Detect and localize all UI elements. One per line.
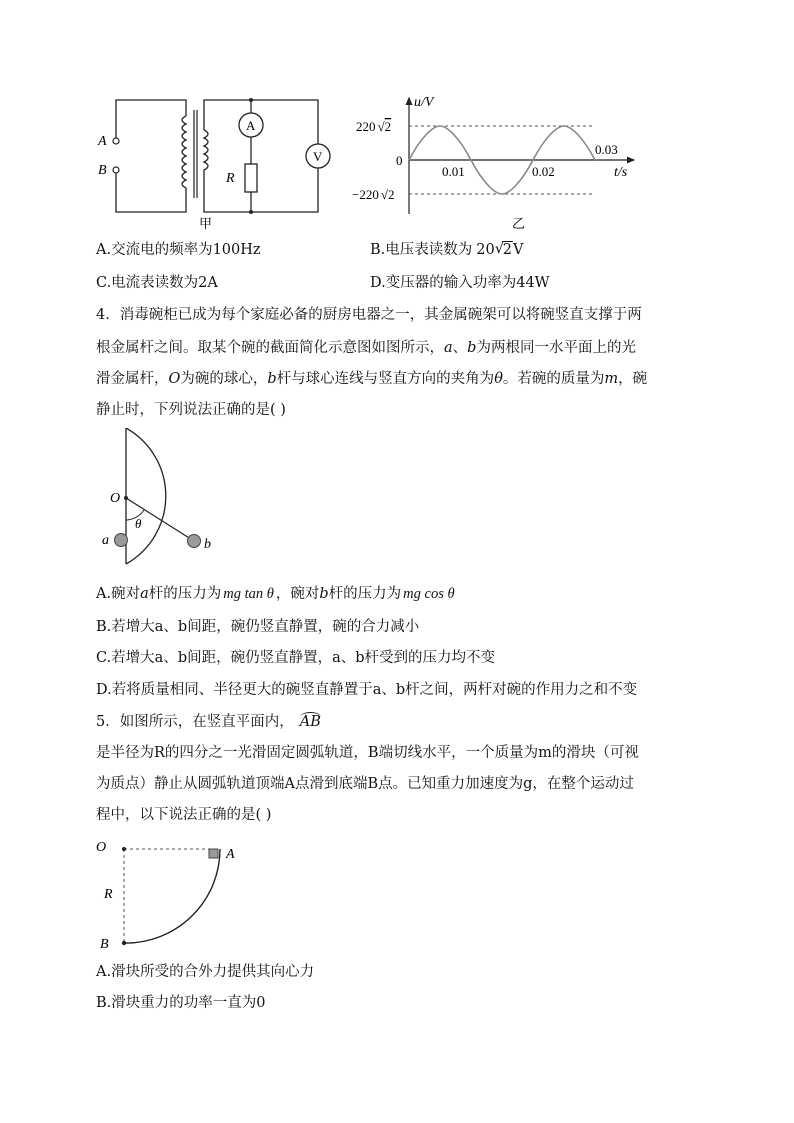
terminal-b-dot: [113, 167, 119, 173]
arc-track: [124, 849, 220, 943]
label-o: O: [110, 491, 121, 506]
secondary-wire-bottom: [204, 168, 318, 212]
q3-option-b-root: √ 2: [495, 240, 513, 260]
q4-option-c: C.若增大a、b间距，碗仍竖直静置，a、b杆受到的压力均不变: [96, 650, 496, 666]
primary-wire-bottom: [116, 173, 186, 212]
point-o: [122, 847, 126, 851]
rod-a: [115, 534, 128, 547]
bowl-outline: [126, 428, 166, 564]
q3-option-b-text: B.电压表读数为: [370, 242, 473, 258]
terminal-b-label: B: [98, 163, 107, 178]
rod-b: [188, 535, 201, 548]
voltmeter-label: V: [313, 149, 323, 164]
q4-stem-line-3: 滑金属杆，O为碗的球心，b杆与球心连线与竖直方向的夹角为θ。若碗的质量为m，碗: [96, 371, 648, 387]
q4-option-d: D.若将质量相同、半径更大的碗竖直静置于a、b杆之间，两杆对碗的作用力之和不变: [96, 682, 638, 698]
q3-option-a: A.交流电的频率为100Hz: [96, 242, 261, 258]
q3-option-b-num: 20: [476, 242, 495, 258]
q4-option-a: A.碗对a杆的压力为 mg tan θ ，碗对b杆的压力为 mg cos θ: [96, 586, 455, 602]
resistor: [245, 164, 257, 192]
y-max-label: 220 √2: [356, 119, 392, 134]
q5-stem-line-2: 是半径为R的四分之一光滑固定圆弧轨道，B端切线水平，一个质量为m的滑块（可视: [96, 745, 639, 761]
q3-option-b-unit: V: [512, 242, 524, 258]
q5-option-a: A.滑块所受的合外力提供其向心力: [96, 964, 315, 980]
center-point: [124, 496, 128, 500]
q4-stem-line-4: 静止时，下列说法正确的是( ): [96, 402, 286, 418]
q4-option-b: B.若增大a、b间距，碗仍竖直静置，碗的合力减小: [96, 619, 420, 635]
bowl-figure: [96, 428, 226, 568]
resistor-label: R: [226, 171, 235, 186]
q5-stem-line-1: 5．如图所示，在竖直平面内， AB: [96, 714, 321, 730]
figure-caption-yi: 乙: [512, 216, 526, 231]
terminal-a-dot: [113, 138, 119, 144]
primary-wire-top: [116, 100, 186, 138]
q5-stem-line-4: 程中，以下说法正确的是( ): [96, 807, 272, 823]
label-b-q5: B: [100, 937, 109, 952]
q3-option-c: C.电流表读数为2A: [96, 275, 218, 291]
label-theta: θ: [135, 516, 142, 531]
x-tick-label-1: 0.01: [442, 164, 465, 179]
label-b: b: [204, 537, 211, 552]
transformer-circuit-figure: [96, 92, 336, 232]
label-a: a: [102, 533, 109, 548]
junction-top: [249, 98, 253, 102]
label-a-q5: A: [226, 847, 235, 862]
y-axis-label: u/V: [414, 95, 434, 110]
junction-bottom: [249, 210, 253, 214]
terminal-a-label: A: [98, 134, 107, 149]
q4-stem-line-1: 4．消毒碗柜已成为每个家庭必备的厨房电器之一，其金属碗架可以将碗竖直支撑于两: [96, 307, 642, 323]
x-tick-label-3: 0.03: [595, 142, 618, 157]
q3-option-b: [370, 240, 523, 260]
y-min-label: −220 √2: [352, 187, 395, 202]
q4-stem-line-2: 根金属杆之间。取某个碗的截面简化示意图如图所示，a、b为两根同一水平面上的光: [96, 340, 636, 356]
point-b: [122, 941, 126, 945]
x-axis-label: t/s: [614, 165, 628, 180]
label-o-q5: O: [96, 840, 107, 855]
figure-caption-jia: 甲: [199, 216, 213, 231]
slider-block: [209, 849, 218, 858]
ammeter-label: A: [246, 118, 256, 133]
primary-coil: [182, 116, 186, 192]
q5-stem-line-3: 为质点）静止从圆弧轨道顶端A点滑到底端B点。已知重力加速度为g，在整个运动过: [96, 776, 634, 792]
label-r-q5: R: [104, 887, 113, 902]
secondary-coil: [204, 130, 208, 172]
origin-label: 0: [396, 153, 403, 168]
q3-option-d: D.变压器的输入功率为44W: [370, 275, 550, 291]
voltage-time-graph: [352, 92, 642, 232]
q5-option-b: B.滑块重力的功率一直为0: [96, 995, 266, 1011]
arc-ab: AB: [299, 714, 321, 730]
x-tick-label-2: 0.02: [532, 164, 555, 179]
quarter-arc-figure: [96, 834, 256, 954]
